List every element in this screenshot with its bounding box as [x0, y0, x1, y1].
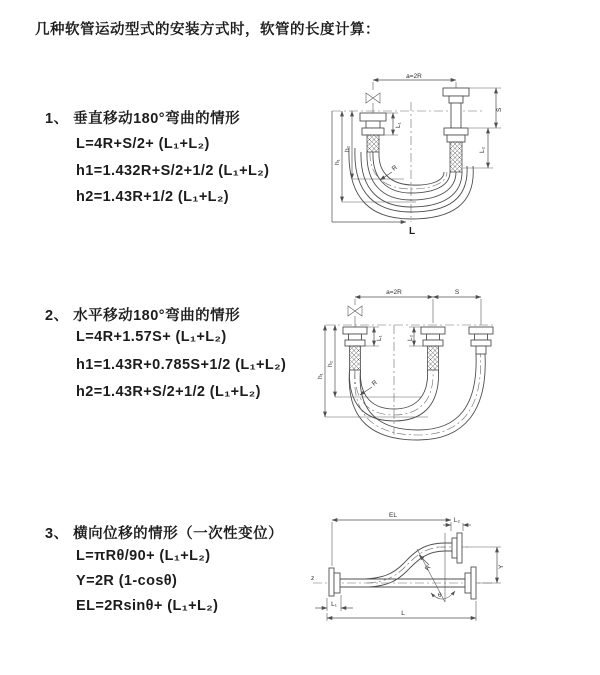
dimension-a2r: [373, 73, 456, 90]
dim-label-L1: L₁: [331, 601, 337, 608]
dim-label-Y: Y: [498, 564, 505, 569]
dimension-S: [433, 289, 481, 297]
section-3-formula-EL: EL=2Rsinθ+ (L₁+L₂): [76, 598, 219, 614]
radius-callout: [360, 379, 379, 395]
section-2-heading: 2、 水平移动180°弯曲的情形: [45, 308, 241, 324]
section-2-formula-h1: h1=1.43R+0.785S+1/2 (L₁+L₂): [76, 357, 287, 373]
dim-label-S: S: [496, 107, 503, 112]
left-flange: [329, 568, 349, 596]
valve-icon: [366, 93, 380, 113]
diagram-vertical-180-bend: [320, 72, 595, 252]
valve-icon: [348, 306, 362, 327]
dim-label-theta: θ: [438, 592, 442, 599]
dimension-L2: [443, 517, 471, 531]
dim-label-EL: EL: [389, 512, 397, 519]
section-2-formula-L: L=4R+1.57S+ (L₁+L₂): [76, 329, 227, 345]
section-3-formula-L: L=πRθ/90+ (L₁+L₂): [76, 548, 211, 564]
dim-label-R: R: [370, 379, 379, 388]
dimension-L: [327, 601, 476, 621]
section-1-formula-L: L=4R+S/2+ (L₁+L₂): [76, 136, 210, 152]
dim-label-L: L: [401, 610, 405, 617]
centerline-z-mark: z: [311, 575, 315, 582]
section-1-heading: 1、 垂直移动180°弯曲的情形: [45, 111, 241, 127]
dim-label-R: R: [390, 164, 399, 173]
left-pipe-fitting: [343, 327, 367, 370]
diagram-lateral-displacement: [305, 505, 600, 645]
dim-label-a2r: a=2R: [406, 73, 422, 80]
section-1-formula-h1: h1=1.432R+S/2+1/2 (L₁+L₂): [76, 163, 270, 179]
diagram-horizontal-180-bend: [318, 283, 593, 463]
section-2-formula-h2: h2=1.43R+S/2+1/2 (L₁+L₂): [76, 384, 261, 400]
dim-label-R: R: [423, 564, 433, 573]
dimension-S: [463, 88, 503, 168]
dim-label-L1: L₁: [395, 122, 402, 128]
dim-label-h1: h₁: [317, 373, 324, 379]
section-3-formula-Y: Y=2R (1-cosθ): [76, 573, 178, 589]
dim-label-L2: L₂: [407, 334, 414, 341]
middle-pipe-fitting: [421, 327, 445, 370]
right-pipe-fitting: [443, 88, 469, 172]
dim-label-L: L: [408, 226, 416, 237]
radius-callout: [419, 555, 433, 572]
dimension-a2r: [355, 289, 481, 325]
left-pipe-fitting: [360, 113, 386, 152]
dim-label-L1: L₁: [376, 335, 383, 341]
dimension-L2: [479, 128, 488, 168]
section-3-heading: 3、 横向位移的情形（一次性变位）: [45, 526, 284, 542]
dim-label-S: S: [454, 289, 460, 296]
dim-label-h2: h₂: [344, 145, 351, 152]
right-pipe-fitting: [469, 327, 493, 354]
page-title: 几种软管运动型式的安装方式时，软管的长度计算：: [35, 22, 380, 38]
section-1-formula-h2: h2=1.43R+1/2 (L₁+L₂): [76, 189, 230, 205]
dimension-L1: [384, 113, 402, 135]
dim-label-L2: L₂: [479, 146, 486, 153]
dim-label-h1: h₁: [334, 159, 341, 165]
dimension-L1: [315, 595, 353, 611]
dimension-L1: [365, 327, 383, 346]
dimension-EL: [332, 512, 451, 566]
dim-label-a2r: a=2R: [386, 289, 402, 296]
dim-label-L2: L₂: [453, 517, 461, 524]
dim-label-h2: h₂: [327, 360, 334, 367]
